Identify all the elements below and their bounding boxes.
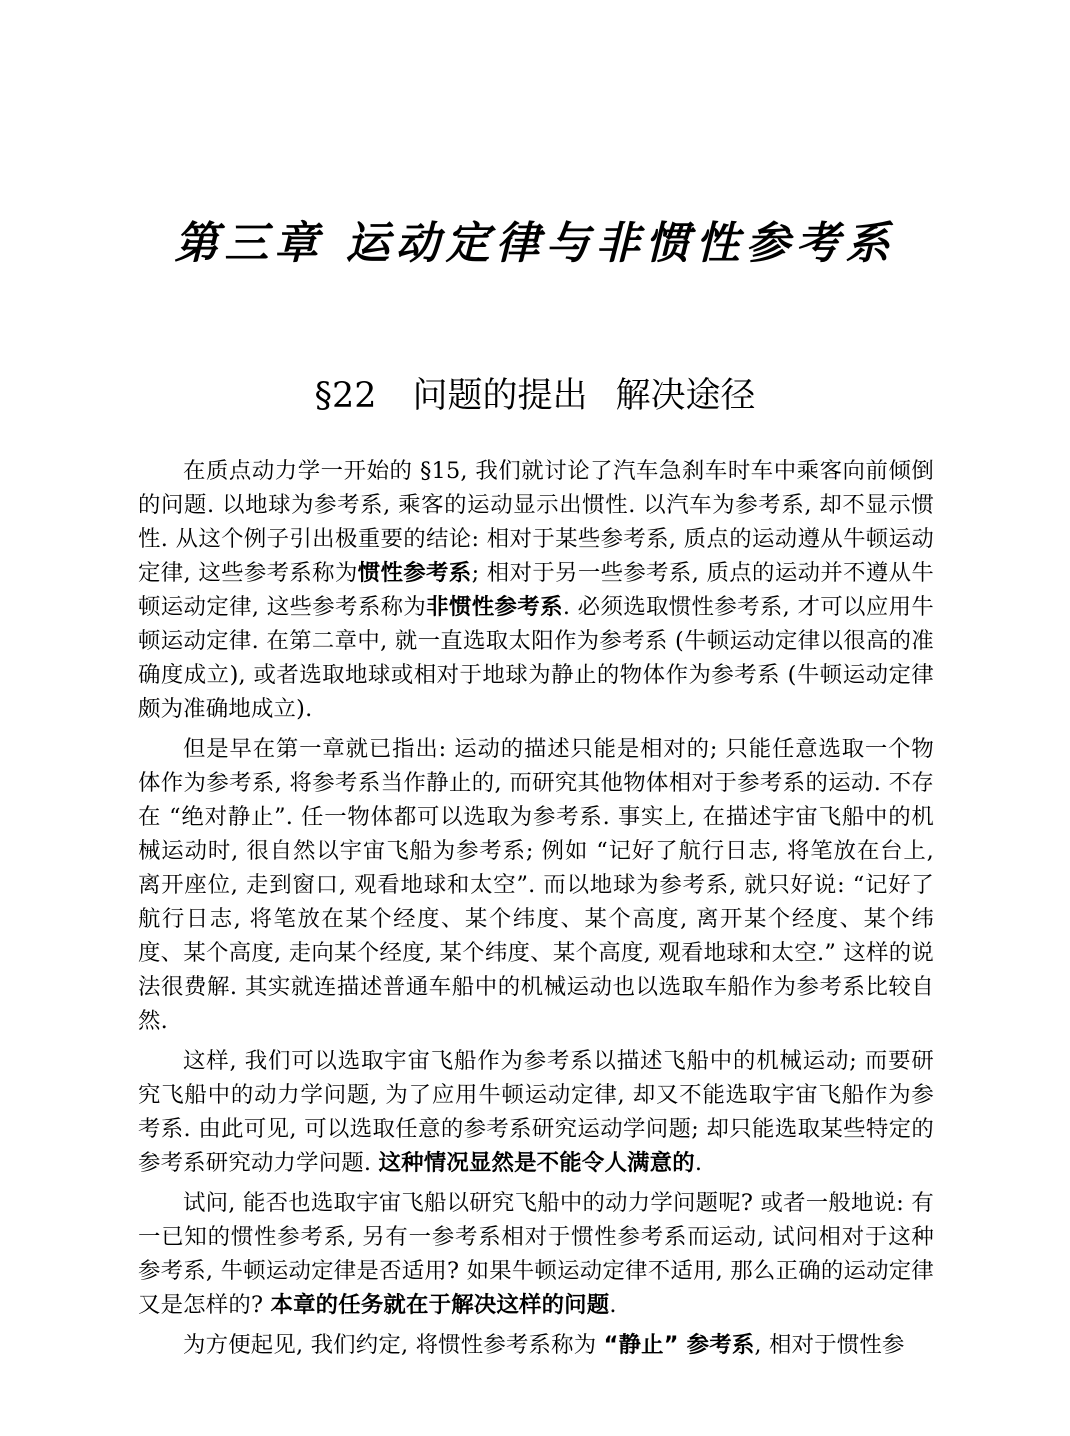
paragraph-5-text-1: 为方便起见, 我们约定, 将惯性参考系称为 bbox=[183, 1332, 604, 1358]
paragraph-3-text-1: 这样, 我们可以选取宇宙飞船作为参考系以描述飞船中的机械运动; 而要研究飞船中的动力学问题, 为了应用牛顿运动定律, 却又不能选取宇宙飞船作为参考系. 由此可见, 可以选取任意的参考系研究运动学问题; 却只能选取某些特定的参考系研究动力学问题. bbox=[138, 1048, 934, 1176]
term-inertial-frame: 惯性参考系 bbox=[357, 560, 472, 586]
paragraph-1-text-3: . 必须选取惯性参考系, 才可以应用牛顿运动定律. 在第二章中, 就一直选取太阳作为参考系 (牛顿运动定律以很高的准确度成立), 或者选取地球或相对于地球为静止的物体作为参考系 (牛顿运动定律颇为准确地成立). bbox=[138, 594, 934, 722]
chapter-title: 第三章 运动定律与非惯性参考系 bbox=[174, 218, 896, 269]
paragraph-4-text-1: 试问, 能否也选取宇宙飞船以研究飞船中的动力学问题呢? 或者一般地说: 有一已知的惯性参考系, 另有一参考系相对于惯性参考系而运动, 试问相对于这种参考系, 牛顿运动定律是否适用? 如果牛顿运动定律不适用, 那么正确的运动定律又是怎样的? bbox=[138, 1190, 934, 1318]
emphasis-chapter-task: 本章的任务就在于解决这样的问题 bbox=[270, 1292, 610, 1318]
section-title-part-2: 解决途径 bbox=[615, 376, 756, 416]
paragraph-4 bbox=[138, 1186, 934, 1322]
term-non-inertial-frame: 非惯性参考系 bbox=[426, 594, 563, 620]
emphasis-unsatisfactory: 这种情况显然是不能令人满意的 bbox=[378, 1150, 695, 1176]
section-number: §22 bbox=[314, 376, 377, 416]
paragraph-1-text-1: 在质点动力学一开始的 §15, 我们就讨论了汽车急刹车时车中乘客向前倾倒的问题. 以地球为参考系, 乘客的运动显示出惯性. 以汽车为参考系, 却不显示惯性. 从这个例子引出极重要的结论: 相对于某些参考系, 质点的运动遵从牛顿运动定律, 这些参考系称为 bbox=[138, 458, 934, 586]
section-title-part-1: 问题的提出 bbox=[412, 376, 588, 416]
paragraph-2 bbox=[138, 732, 934, 1038]
paragraph-1 bbox=[138, 454, 934, 726]
paragraph-3 bbox=[138, 1044, 934, 1180]
paragraph-5 bbox=[138, 1328, 934, 1362]
paragraph-5-text-2: , 相对于惯性参 bbox=[754, 1332, 905, 1358]
term-static-frame: “静止” 参考系 bbox=[603, 1332, 755, 1358]
paragraph-1-text-2: ; 相对于另一些参考系, 质点的运动并不遵从牛顿运动定律, 这些参考系称为 bbox=[138, 560, 935, 620]
paragraph-2-text-1: 但是早在第一章就已指出: 运动的描述只能是相对的; 只能任意选取一个物体作为参考系, 将参考系当作静止的, 而研究其他物体相对于参考系的运动. 不存在 “绝对静止”. 任一物体都可以选取为参考系. 事实上, 在描述宇宙飞船中的机械运动时, 很自然以宇宙飞船为参考系; 例如 “记好了航行日志, 将笔放在台上, 离开座位, 走到窗口, 观看地球和太空”. 而以地球为参考系, 就只好说: “记好了航行日志, 将笔放在某个经度、某个纬度、某个高度, 离开某个经度、某个纬度、某个高度, 走向某个经度, 某个纬度、某个高度, 观看地球和太空.” 这样的说法很费解. 其实就连描述普通车船中的机械运动也以选取车船作为参考系比较自然. bbox=[138, 736, 934, 1034]
paragraph-4-text-2: . bbox=[609, 1292, 617, 1318]
section-title bbox=[0, 372, 1070, 420]
paragraph-3-text-2: . bbox=[694, 1150, 703, 1176]
body-text bbox=[138, 454, 934, 1368]
